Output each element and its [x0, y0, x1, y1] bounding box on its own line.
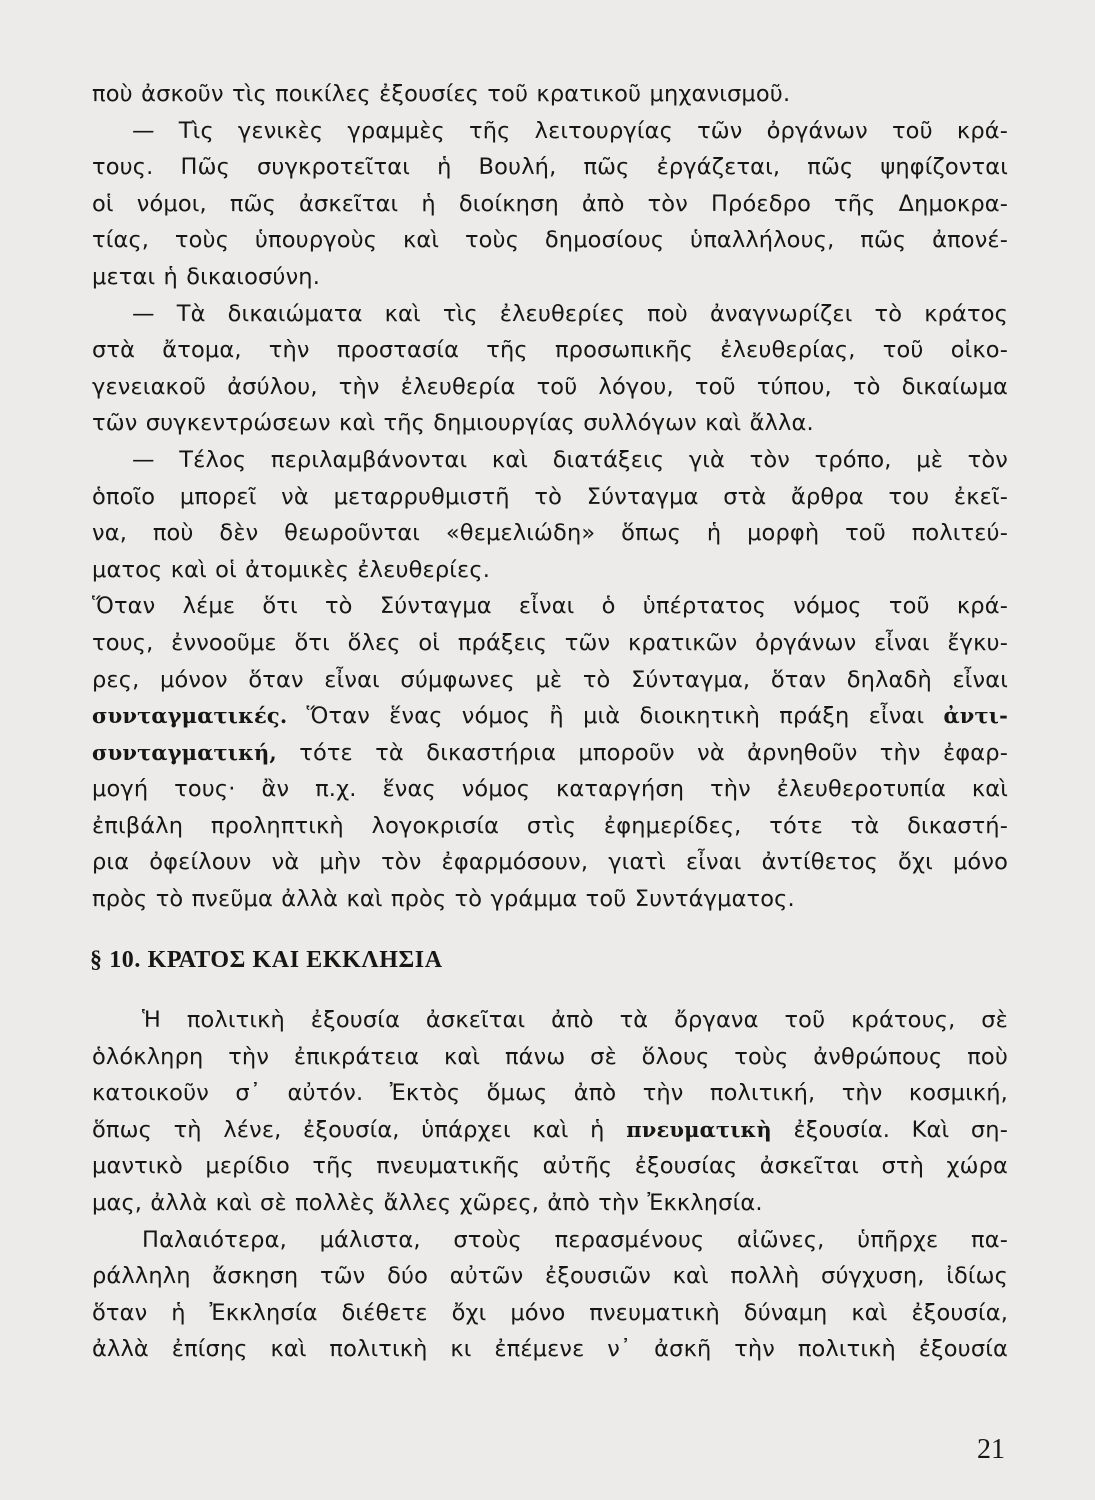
text-line: μογή τους· ἂν π.χ. ἕνας νόμος καταργήση τὴν ἐλευθεροτυπία καὶ [92, 776, 1008, 803]
text-line: πρὸς τὸ πνεῦμα ἀλλὰ καὶ πρὸς τὸ γράμμα τοῦ Συντάγματος. [92, 886, 795, 913]
text-line: μεται ἡ δικαιοσύνη. [92, 263, 320, 290]
text-line: — Τὰ δικαιώματα καὶ τὶς ἐλευθερίες ποὺ ἀναγνωρίζει τὸ κράτος [132, 300, 1008, 327]
text-line: μαντικὸ μερίδιο τῆς πνευματικῆς αὐτῆς ἐξουσίας ἀσκεῖται στὴ χώρα [92, 1153, 1008, 1180]
text-line: ἐπιβάλη προληπτικὴ λογοκρισία στὶς ἐφημερίδες, τότε τὰ δικαστή- [92, 812, 1008, 839]
bold-term: συνταγματικές. [92, 703, 288, 729]
text-span: Ὅταν ἕνας νόμος ἢ μιὰ διοικητικὴ πράξη εἶναι [287, 703, 944, 730]
text-span: τότε τὰ δικαστήρια μποροῦν νὰ ἀρνηθοῦν τὴν ἐφαρ- [276, 739, 1008, 766]
text-line: ρια ὀφείλουν νὰ μὴν τὸν ἐφαρμόσουν, γιατὶ εἶναι ἀντίθετος ὄχι μόνο [92, 849, 1008, 876]
text-line: — Τὶς γενικὲς γραμμὲς τῆς λειτουργίας τῶν ὀργάνων τοῦ κρά- [132, 117, 1008, 144]
text-line: Ἡ πολιτικὴ ἐξουσία ἀσκεῖται ἀπὸ τὰ ὄργανα τοῦ κράτους, σὲ [142, 1007, 1008, 1033]
text-line [92, 1112, 1008, 1149]
text-line: ποὺ ἀσκοῦν τὶς ποικίλες ἐξουσίες τοῦ κρατικοῦ μηχανισμοῦ. [92, 81, 791, 107]
text-line: κατοικοῦν σ᾿ αὐτόν. Ἐκτὸς ὅμως ἀπὸ τὴν πολιτική, τὴν κοσμική, [92, 1080, 1008, 1107]
section-heading: § 10. ΚΡΑΤΟΣ ΚΑΙ ΕΚΚΛΗΣΙΑ [90, 947, 443, 973]
text-line: τίας, τοὺς ὑπουργοὺς καὶ τοὺς δημοσίους ὑπαλλήλους, πῶς ἀπονέ- [92, 227, 1008, 254]
text-line: ματος καὶ οἱ ἀτομικὲς ἐλευθερίες. [92, 556, 491, 583]
text-line: οἱ νόμοι, πῶς ἀσκεῖται ἡ διοίκηση ἀπὸ τὸν Πρόεδρο τῆς Δημοκρα- [92, 190, 1008, 217]
text-line: Ὅταν λέμε ὅτι τὸ Σύνταγμα εἶναι ὁ ὑπέρτατος νόμος τοῦ κρά- [92, 593, 1008, 620]
text-line: μας, ἀλλὰ καὶ σὲ πολλὲς ἄλλες χῶρες, ἀπὸ τὴν Ἐκκλησία. [92, 1189, 763, 1216]
text-line: να, ποὺ δὲν θεωροῦνται «θεμελιώδη» ὅπως ἡ μορφὴ τοῦ πολιτεύ- [92, 520, 1008, 547]
text-line: ὅταν ἡ Ἐκκλησία διέθετε ὄχι μόνο πνευματικὴ δύναμη καὶ ἐξουσία, [92, 1299, 1008, 1326]
text-line [92, 698, 1008, 735]
text-line: γενειακοῦ ἀσύλου, τὴν ἐλευθερία τοῦ λόγου, τοῦ τύπου, τὸ δικαίωμα [92, 373, 1008, 400]
bold-term: πνευματικὴ [626, 1116, 772, 1142]
text-line: ράλληλη ἄσκηση τῶν δύο αὐτῶν ἐξουσιῶν καὶ πολλὴ σύγχυση, ἰδίως [92, 1263, 1008, 1290]
text-span: ὅπως τὴ λένε, ἐξουσία, ὑπάρχει καὶ ἡ [92, 1116, 627, 1143]
text-line: Παλαιότερα, μάλιστα, στοὺς περασμένους αἰῶνες, ὑπῆρχε πα- [142, 1226, 1008, 1253]
text-line [92, 735, 1008, 772]
text-line: στὰ ἄτομα, τὴν προστασία τῆς προσωπικῆς ἐλευθερίας, τοῦ οἰκο- [92, 337, 1008, 364]
text-line: ρες, μόνον ὅταν εἶναι σύμφωνες μὲ τὸ Σύνταγμα, ὅταν δηλαδὴ εἶναι [92, 666, 1008, 693]
text-span: ἐξουσία. Καὶ ση- [771, 1116, 1008, 1143]
page-number: 21 [977, 1434, 1005, 1465]
bold-term: συνταγματική, [92, 739, 277, 765]
upper-text-block [92, 76, 1008, 918]
text-line: ὁλόκληρη τὴν ἐπικράτεια καὶ πάνω σὲ ὅλους τοὺς ἀνθρώπους ποὺ [92, 1043, 1008, 1070]
text-line: — Τέλος περιλαμβάνονται καὶ διατάξεις γιὰ τὸν τρόπο, μὲ τὸν [132, 446, 1008, 473]
bold-term: ἀντι- [943, 703, 1008, 729]
lower-text-block [92, 1002, 1008, 1368]
text-line: τους, ἐννοοῦμε ὅτι ὅλες οἱ πράξεις τῶν κρατικῶν ὀργάνων εἶναι ἔγκυ- [92, 629, 1008, 656]
text-line: ἀλλὰ ἐπίσης καὶ πολιτικὴ κι ἐπέμενε ν᾿ ἀσκῆ τὴν πολιτικὴ ἐξουσία [92, 1336, 1008, 1363]
text-line: τους. Πῶς συγκροτεῖται ἡ Βουλή, πῶς ἐργάζεται, πῶς ψηφίζονται [92, 154, 1008, 181]
text-line: ὁποῖο μπορεῖ νὰ μεταρρυθμιστῆ τὸ Σύνταγμα στὰ ἄρθρα του ἐκεῖ- [92, 483, 1008, 510]
text-line: τῶν συγκεντρώσεων καὶ τῆς δημιουργίας συλλόγων καὶ ἄλλα. [92, 410, 814, 437]
